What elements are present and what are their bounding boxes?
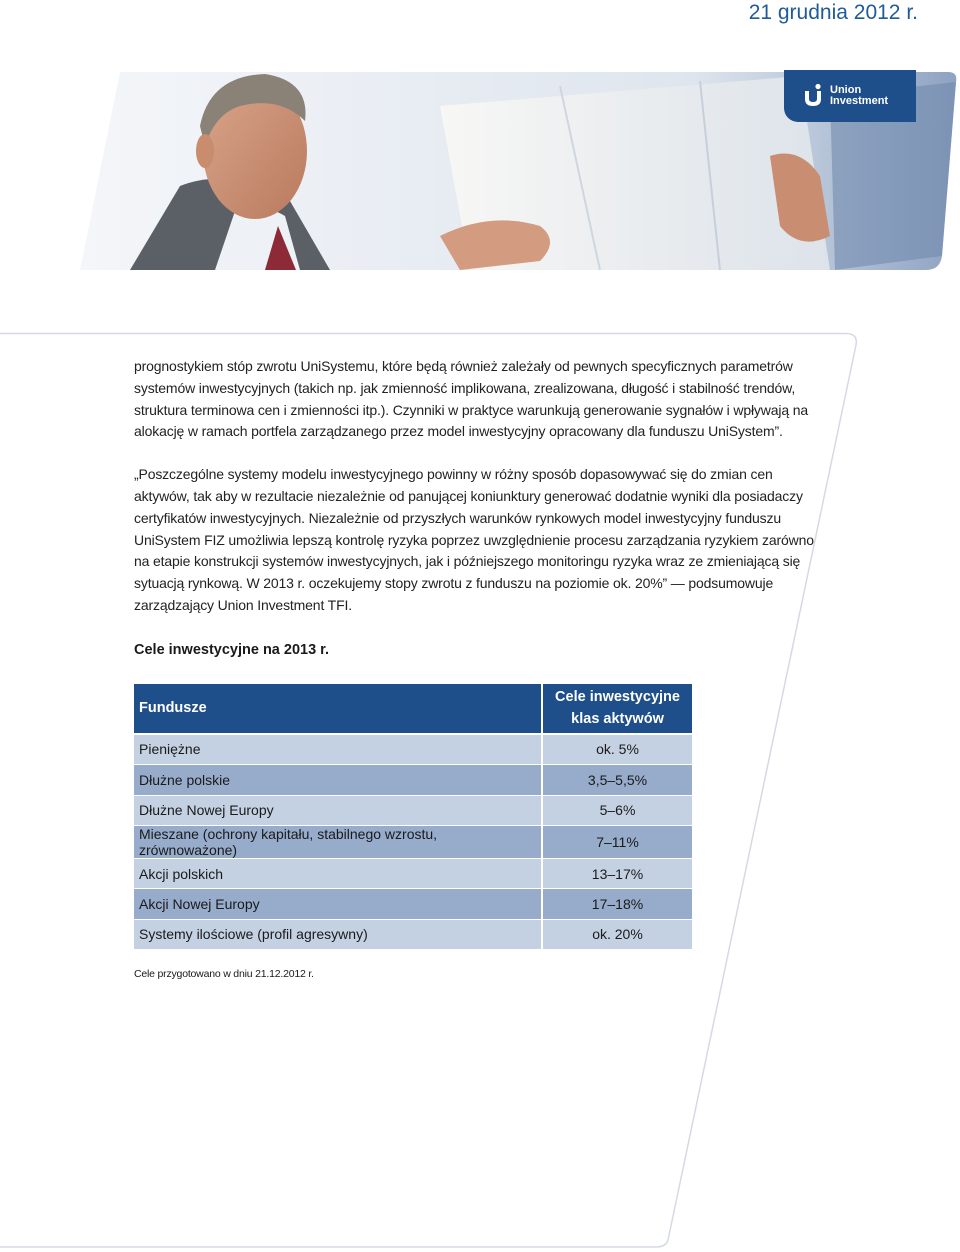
fund-name: Mieszane (ochrony kapitału, stabilnego wzrostu, zrównoważone) xyxy=(134,826,541,859)
logo-text-investment: Investment xyxy=(830,95,889,107)
table-row xyxy=(134,920,692,950)
union-investment-logo-icon xyxy=(802,83,824,109)
fund-target: ok. 5% xyxy=(541,735,692,765)
fund-target: 3,5–5,5% xyxy=(541,765,692,795)
investment-goals-table xyxy=(134,684,692,950)
article-body xyxy=(134,356,814,980)
fund-name: Dłużne Nowej Europy xyxy=(134,796,541,826)
paragraph-2: „Poszczególne systemy modelu inwestycyjnego powinny w różny sposób dopasowywać się do zmian cen aktywów, tak aby w rezultacie niezależnie od panującej koniunktury generować dodatnie wyniki dla posiadaczy certyfikatów inwestycyjnych. Niezależnie od przyszłych warunków rynkowych model inwestycyjny funduszu UniSystem FIZ umożliwia lepszą kontrolę ryzyka poprzez uwzględnienie procesu zarządzania ryzykiem zarówno na etapie konstrukcji systemów inwestycyjnych, jak i późniejszego monitoringu ryzyka wraz ze zmieniającą się sytuacją rynkową. W 2013 r. oczekujemy stopy zwrotu z funduszu na poziomie ok. 20%” — podsumowuje zarządzający Union Investment TFI. xyxy=(134,466,814,613)
fund-target: ok. 20% xyxy=(541,920,692,950)
column-header-goals: Cele inwestycyjne klas aktywów xyxy=(541,684,692,735)
document-date: 21 grudnia 2012 r. xyxy=(748,1,918,24)
logo-text-union: Union xyxy=(830,84,862,96)
fund-name: Akcji polskich xyxy=(134,859,541,889)
fund-target: 7–11% xyxy=(541,826,692,859)
paragraph-1: prognostykiem stóp zwrotu UniSystemu, które będą również zależały od pewnych specyficznych parametrów systemów inwestycyjnych (takich np. jak zmienność implikowana, zrealizowana, długość i stabilność trendów, struktura terminowa cen i zmienności itp.). Czynniki w praktyce warunkują generowanie sygnałów i wpływają na alokację w ramach portfela zarządzanego przez model inwestycyjny opracowany dla funduszu UniSystem”. xyxy=(134,358,808,440)
union-investment-logo xyxy=(784,70,916,122)
fund-target: 5–6% xyxy=(541,796,692,826)
table-row xyxy=(134,859,692,889)
column-header-funds: Fundusze xyxy=(134,684,541,735)
table-row xyxy=(134,826,692,859)
fund-target: 13–17% xyxy=(541,859,692,889)
section-heading: Cele inwestycyjne na 2013 r. xyxy=(134,641,330,658)
table-row xyxy=(134,735,692,765)
table-row xyxy=(134,889,692,919)
table-footnote: Cele przygotowano w dniu 21.12.2012 r. xyxy=(134,968,314,981)
table-header-row xyxy=(134,684,692,735)
fund-target: 17–18% xyxy=(541,889,692,919)
table-row xyxy=(134,796,692,826)
fund-name: Akcji Nowej Europy xyxy=(134,889,541,919)
table-row xyxy=(134,765,692,795)
fund-name: Dłużne polskie xyxy=(134,765,541,795)
fund-name: Pieniężne xyxy=(134,735,541,765)
fund-name: Systemy ilościowe (profil agresywny) xyxy=(134,920,541,950)
